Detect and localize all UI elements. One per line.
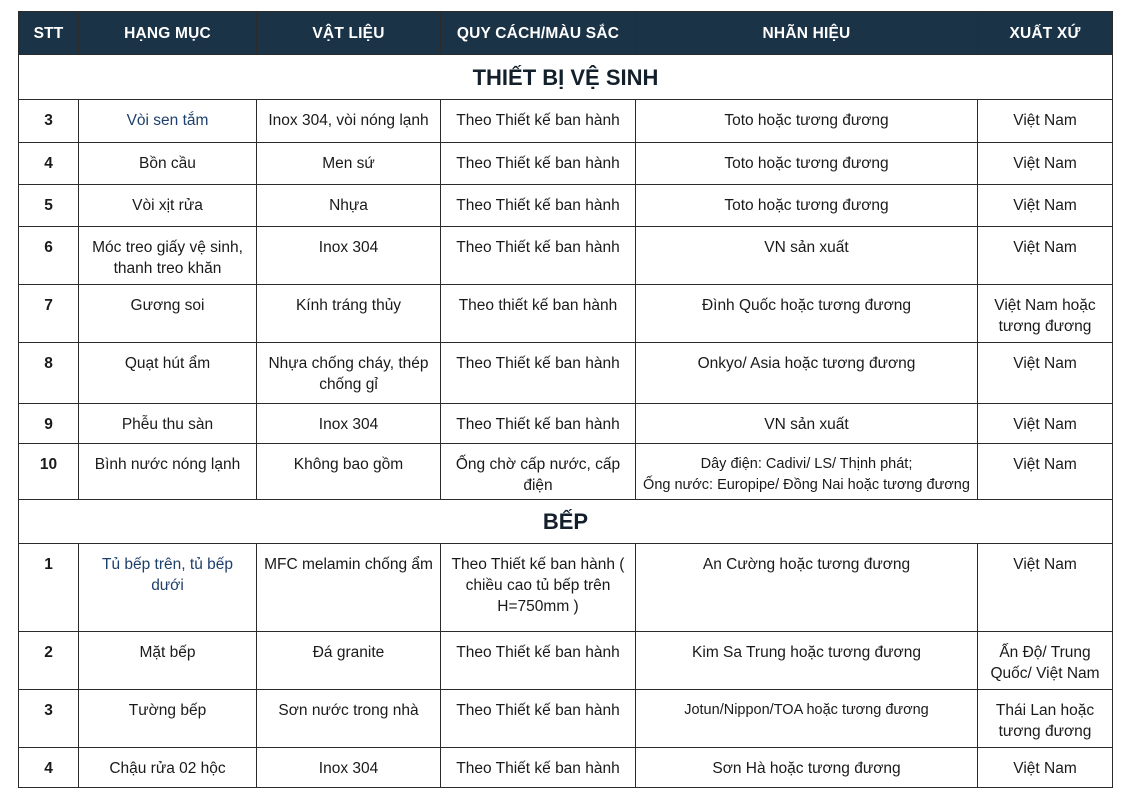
nhan-hieu-line-1: Dây điện: Cadivi/ LS/ Thịnh phát; — [700, 456, 913, 472]
cell-vat-lieu: Nhựa — [257, 185, 441, 227]
cell-quy-cach: Ống chờ cấp nước, cấp điện — [441, 444, 636, 500]
cell-hang-muc: Tủ bếp trên, tủ bếp dưới — [79, 544, 257, 632]
cell-xuat-xu: Việt Nam — [978, 227, 1113, 285]
cell-xuat-xu: Việt Nam — [978, 748, 1113, 788]
cell-stt: 6 — [19, 227, 79, 285]
cell-vat-lieu: Inox 304 — [257, 404, 441, 444]
cell-hang-muc: Mặt bếp — [79, 632, 257, 690]
cell-nhan-hieu — [636, 444, 978, 500]
cell-stt: 2 — [19, 632, 79, 690]
cell-quy-cach: Theo Thiết kế ban hành — [441, 404, 636, 444]
table-row — [19, 227, 1113, 285]
header-hang-muc: HẠNG MỤC — [79, 12, 257, 55]
cell-xuat-xu: Ấn Độ/ Trung Quốc/ Việt Nam — [978, 632, 1113, 690]
cell-vat-lieu: Đá granite — [257, 632, 441, 690]
header-nhan-hieu: NHÃN HIỆU — [636, 12, 978, 55]
cell-nhan-hieu: VN sản xuất — [636, 404, 978, 444]
cell-vat-lieu: Nhựa chống cháy, thép chống gỉ — [257, 343, 441, 404]
spec-table — [18, 11, 1113, 788]
cell-hang-muc: Bình nước nóng lạnh — [79, 444, 257, 500]
cell-nhan-hieu: Onkyo/ Asia hoặc tương đương — [636, 343, 978, 404]
cell-xuat-xu: Việt Nam — [978, 444, 1113, 500]
section-title-kitchen: BẾP — [19, 500, 1113, 544]
cell-nhan-hieu: Sơn Hà hoặc tương đương — [636, 748, 978, 788]
cell-quy-cach: Theo Thiết kế ban hành — [441, 143, 636, 185]
cell-vat-lieu: Không bao gồm — [257, 444, 441, 500]
cell-quy-cach: Theo Thiết kế ban hành ( chiều cao tủ bếp trên H=750mm ) — [441, 544, 636, 632]
cell-nhan-hieu: Kim Sa Trung hoặc tương đương — [636, 632, 978, 690]
cell-nhan-hieu: Đình Quốc hoặc tương đương — [636, 285, 978, 343]
cell-xuat-xu: Việt Nam — [978, 100, 1113, 143]
section-row — [19, 500, 1113, 544]
cell-stt: 10 — [19, 444, 79, 500]
cell-nhan-hieu: Jotun/Nippon/TOA hoặc tương đương — [636, 690, 978, 748]
cell-xuat-xu: Thái Lan hoặc tương đương — [978, 690, 1113, 748]
cell-xuat-xu: Việt Nam — [978, 544, 1113, 632]
cell-hang-muc: Bồn cầu — [79, 143, 257, 185]
table-row — [19, 748, 1113, 788]
cell-xuat-xu: Việt Nam — [978, 185, 1113, 227]
cell-vat-lieu: Sơn nước trong nhà — [257, 690, 441, 748]
table-row — [19, 632, 1113, 690]
cell-stt: 1 — [19, 544, 79, 632]
table-row — [19, 690, 1113, 748]
cell-nhan-hieu: VN sản xuất — [636, 227, 978, 285]
cell-quy-cach: Theo Thiết kế ban hành — [441, 632, 636, 690]
table-row — [19, 100, 1113, 143]
cell-quy-cach: Theo Thiết kế ban hành — [441, 748, 636, 788]
cell-vat-lieu: Inox 304, vòi nóng lạnh — [257, 100, 441, 143]
cell-quy-cach: Theo Thiết kế ban hành — [441, 100, 636, 143]
cell-vat-lieu: Kính tráng thủy — [257, 285, 441, 343]
cell-vat-lieu: Men sứ — [257, 143, 441, 185]
table-row — [19, 343, 1113, 404]
cell-vat-lieu: MFC melamin chống ẩm — [257, 544, 441, 632]
table-row — [19, 444, 1113, 500]
cell-quy-cach: Theo Thiết kế ban hành — [441, 185, 636, 227]
section-row — [19, 55, 1113, 100]
cell-quy-cach: Theo Thiết kế ban hành — [441, 690, 636, 748]
cell-hang-muc: Phễu thu sàn — [79, 404, 257, 444]
cell-hang-muc: Vòi sen tắm — [79, 100, 257, 143]
cell-hang-muc: Chậu rửa 02 hộc — [79, 748, 257, 788]
cell-hang-muc: Quạt hút ẩm — [79, 343, 257, 404]
section-title-sanitary: THIẾT BỊ VỆ SINH — [19, 55, 1113, 100]
cell-xuat-xu: Việt Nam — [978, 404, 1113, 444]
cell-quy-cach: Theo Thiết kế ban hành — [441, 343, 636, 404]
cell-stt: 8 — [19, 343, 79, 404]
cell-hang-muc: Gương soi — [79, 285, 257, 343]
cell-stt: 4 — [19, 748, 79, 788]
table-row — [19, 544, 1113, 632]
cell-hang-muc: Vòi xịt rửa — [79, 185, 257, 227]
header-stt: STT — [19, 12, 79, 55]
cell-hang-muc: Tường bếp — [79, 690, 257, 748]
cell-xuat-xu: Việt Nam hoặc tương đương — [978, 285, 1113, 343]
header-vat-lieu: VẬT LIỆU — [257, 12, 441, 55]
cell-nhan-hieu: Toto hoặc tương đương — [636, 143, 978, 185]
table-row — [19, 285, 1113, 343]
cell-quy-cach: Theo thiết kế ban hành — [441, 285, 636, 343]
cell-nhan-hieu: Toto hoặc tương đương — [636, 100, 978, 143]
cell-stt: 5 — [19, 185, 79, 227]
cell-hang-muc: Móc treo giấy vệ sinh, thanh treo khăn — [79, 227, 257, 285]
cell-nhan-hieu: An Cường hoặc tương đương — [636, 544, 978, 632]
cell-xuat-xu: Việt Nam — [978, 343, 1113, 404]
cell-stt: 4 — [19, 143, 79, 185]
cell-xuat-xu: Việt Nam — [978, 143, 1113, 185]
cell-quy-cach: Theo Thiết kế ban hành — [441, 227, 636, 285]
cell-nhan-hieu: Toto hoặc tương đương — [636, 185, 978, 227]
nhan-hieu-line-2: Ống nước: Europipe/ Đồng Nai hoặc tương đương — [643, 477, 970, 493]
cell-stt: 3 — [19, 100, 79, 143]
table-row — [19, 404, 1113, 444]
cell-vat-lieu: Inox 304 — [257, 227, 441, 285]
cell-stt: 3 — [19, 690, 79, 748]
header-quy-cach: QUY CÁCH/MÀU SẮC — [441, 12, 636, 55]
header-xuat-xu: XUẤT XỨ — [978, 12, 1113, 55]
cell-stt: 9 — [19, 404, 79, 444]
header-row — [19, 12, 1113, 55]
table-row — [19, 185, 1113, 227]
cell-stt: 7 — [19, 285, 79, 343]
table-row — [19, 143, 1113, 185]
cell-vat-lieu: Inox 304 — [257, 748, 441, 788]
